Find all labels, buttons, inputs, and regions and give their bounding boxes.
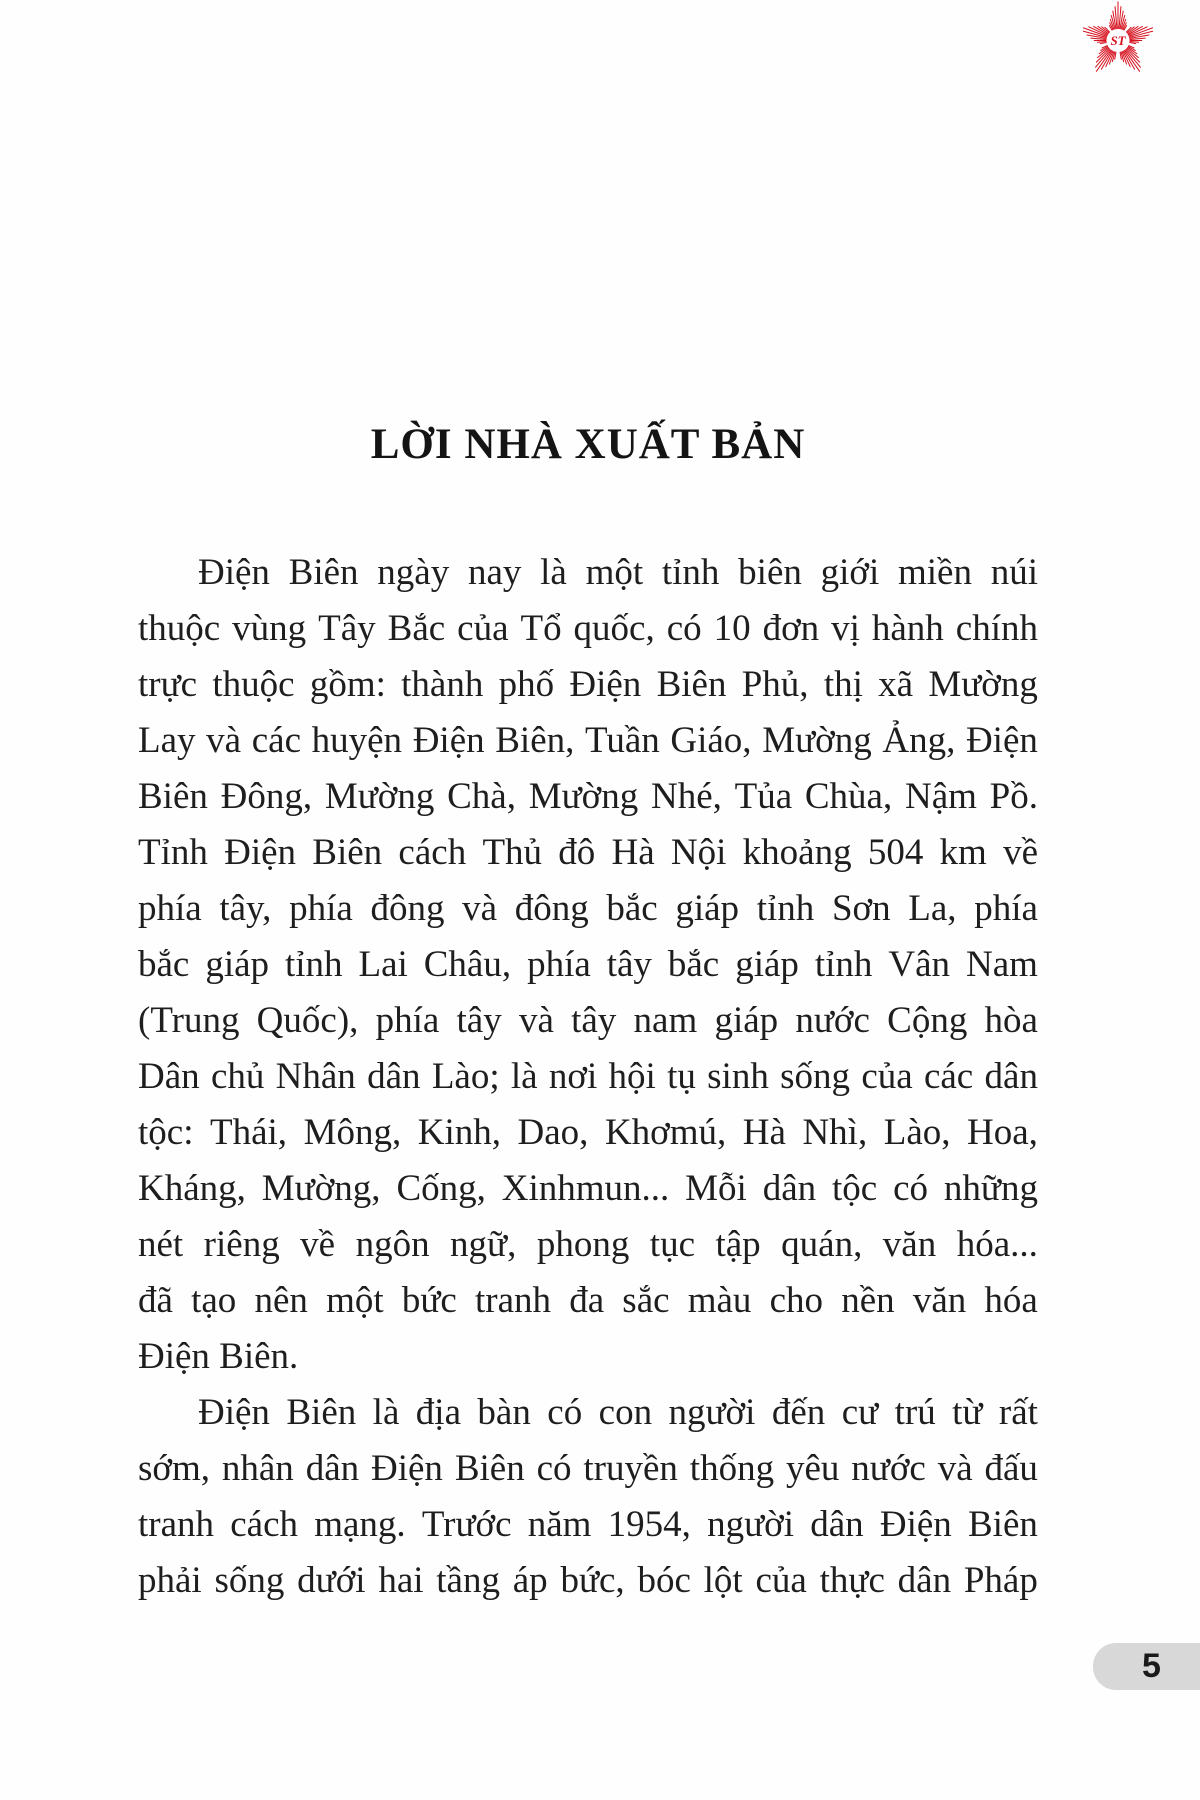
text-line: sớm, nhân dân Điện Biên có truyền thống yêu nước và đấu xyxy=(138,1448,1038,1489)
text-line: trực thuộc gồm: thành phố Điện Biên Phủ, thị xã Mường xyxy=(138,664,1038,705)
body-text xyxy=(138,545,1038,1609)
text-line: nét riêng về ngôn ngữ, phong tục tập quán, văn hóa... xyxy=(138,1224,1038,1265)
logo-monogram: ST xyxy=(1110,34,1126,49)
text-line: Dân chủ Nhân dân Lào; là nơi hội tụ sinh sống của các dân xyxy=(138,1056,1038,1097)
text-line: (Trung Quốc), phía tây và tây nam giáp nước Cộng hòa xyxy=(138,1000,1038,1041)
page-number-badge xyxy=(1093,1643,1200,1690)
text-line: Kháng, Mường, Cống, Xinhmun... Mỗi dân tộc có những xyxy=(138,1168,1038,1209)
text-line: bắc giáp tỉnh Lai Châu, phía tây bắc giáp tỉnh Vân Nam xyxy=(138,944,1038,985)
publisher-star-logo xyxy=(1070,0,1166,92)
text-line: thuộc vùng Tây Bắc của Tổ quốc, có 10 đơn vị hành chính xyxy=(138,608,1038,649)
text-line: Điện Biên ngày nay là một tỉnh biên giới miền núi xyxy=(198,552,1038,593)
text-line: đã tạo nên một bức tranh đa sắc màu cho nền văn hóa xyxy=(138,1280,1038,1321)
text-line: Điện Biên là địa bàn có con người đến cư trú từ rất xyxy=(198,1392,1038,1433)
text-line: phải sống dưới hai tầng áp bức, bóc lột của thực dân Pháp xyxy=(138,1560,1038,1601)
text-line: Biên Đông, Mường Chà, Mường Nhé, Tủa Chùa, Nậm Pồ. xyxy=(138,776,1038,817)
page-number: 5 xyxy=(1142,1647,1161,1685)
text-line: phía tây, phía đông và đông bắc giáp tỉnh Sơn La, phía xyxy=(138,888,1038,929)
text-line: tộc: Thái, Mông, Kinh, Dao, Khơmú, Hà Nhì, Lào, Hoa, xyxy=(138,1112,1038,1153)
text-line: tranh cách mạng. Trước năm 1954, người dân Điện Biên xyxy=(138,1504,1038,1545)
text-line: Tỉnh Điện Biên cách Thủ đô Hà Nội khoảng 504 km về xyxy=(138,832,1038,873)
text-line: Điện Biên. xyxy=(138,1336,299,1377)
star-burst-icon xyxy=(1070,0,1166,92)
text-line: Lay và các huyện Điện Biên, Tuần Giáo, Mường Ảng, Điện xyxy=(138,720,1038,761)
page-title: LỜI NHÀ XUẤT BẢN xyxy=(370,420,806,468)
